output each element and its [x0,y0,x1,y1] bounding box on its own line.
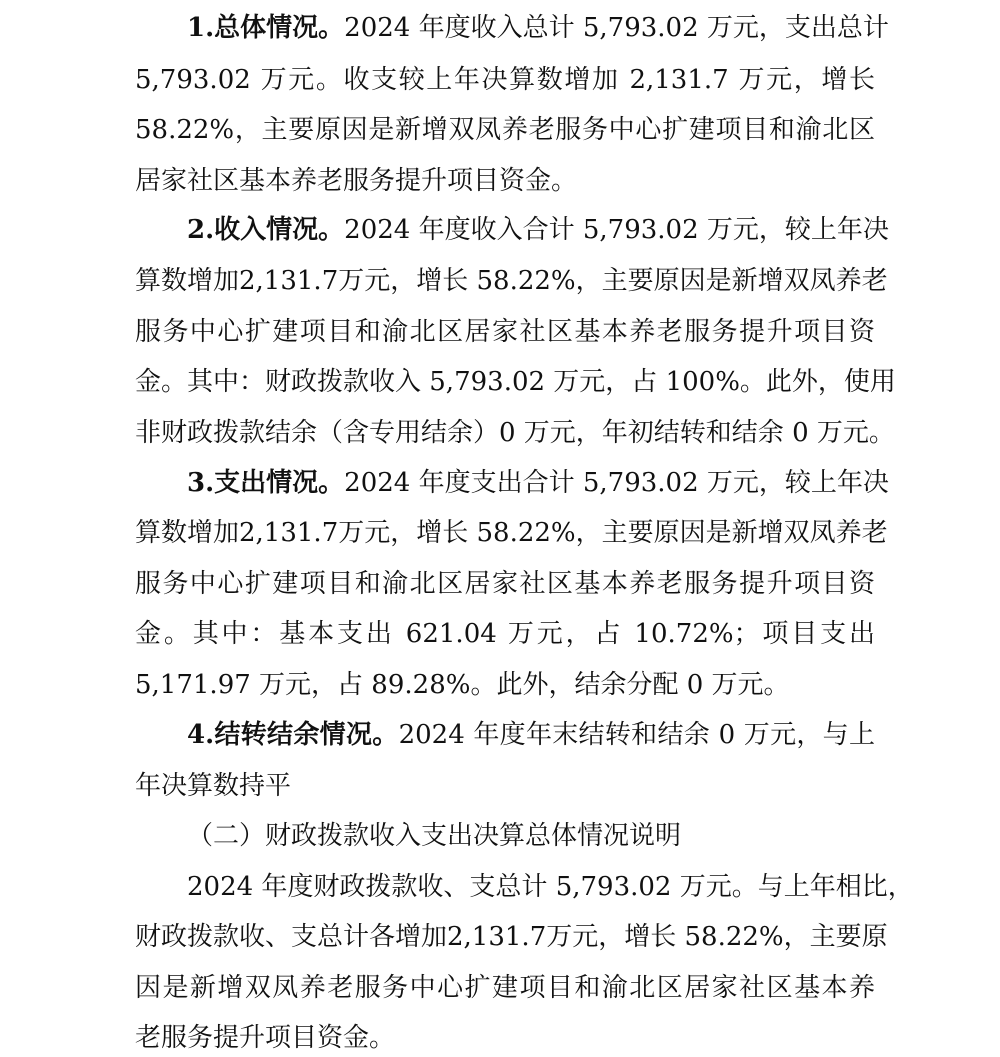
paragraph-line: 因是新增双凤养老服务中心扩建项目和渝北区居家社区基本养 [135,973,875,1003]
subsection-heading: （二）财政拨款收入支出决算总体情况说明 [187,821,682,851]
paragraph-line [135,466,889,500]
paragraph-line [135,718,875,752]
section-heading-expenditure: 3.支出情况。 [187,468,345,498]
paragraph-text: 2024 年度收入总计 5,793.02 万元，支出总计 [344,13,889,43]
paragraph-line: 金。其中：基本支出 621.04 万元，占 10.72%；项目支出 [135,619,875,649]
paragraph-text: 2024 年度收入合计 5,793.02 万元，较上年决 [344,215,889,245]
paragraph-line: 服务中心扩建项目和渝北区居家社区基本养老服务提升项目资 [135,317,875,347]
paragraph-line: 非财政拨款结余（含专用结余）0 万元，年初结转和结余 0 万元。 [135,418,895,448]
section-heading-carryover: 4.结转结余情况。 [187,720,399,750]
paragraph-line: 年决算数持平 [135,771,292,801]
paragraph-line: 老服务提升项目资金。 [135,1023,396,1053]
paragraph-line: 算数增加2,131.7万元，增长 58.22%，主要原因是新增双凤养老 [135,266,888,296]
paragraph-line [135,213,889,247]
paragraph-line: 5,171.97 万元，占 89.28%。此外，结余分配 0 万元。 [135,670,790,700]
paragraph-line: 2024 年度财政拨款收、支总计 5,793.02 万元。与上年相比， [187,872,914,902]
paragraph-line: 金。其中：财政拨款收入 5,793.02 万元，占 100%。此外，使用 [135,367,896,397]
paragraph-line: 算数增加2,131.7万元，增长 58.22%，主要原因是新增双凤养老 [135,518,888,548]
paragraph-text: 2024 年度支出合计 5,793.02 万元，较上年决 [344,468,889,498]
paragraph-line: 居家社区基本养老服务提升项目资金。 [135,166,578,196]
section-heading-income: 2.收入情况。 [187,215,345,245]
paragraph-line [135,11,889,45]
paragraph-line: 5,793.02 万元。收支较上年决算数增加 2,131.7 万元，增长 [135,65,875,95]
paragraph-line: 财政拨款收、支总计各增加2,131.7万元，增长 58.22%，主要原 [135,922,888,952]
paragraph-line: 58.22%，主要原因是新增双凤养老服务中心扩建项目和渝北区 [135,115,875,145]
section-heading-overall: 1.总体情况。 [187,13,345,43]
paragraph-text: 2024 年度年末结转和结余 0 万元，与上 [398,720,875,750]
paragraph-line: 服务中心扩建项目和渝北区居家社区基本养老服务提升项目资 [135,569,875,599]
